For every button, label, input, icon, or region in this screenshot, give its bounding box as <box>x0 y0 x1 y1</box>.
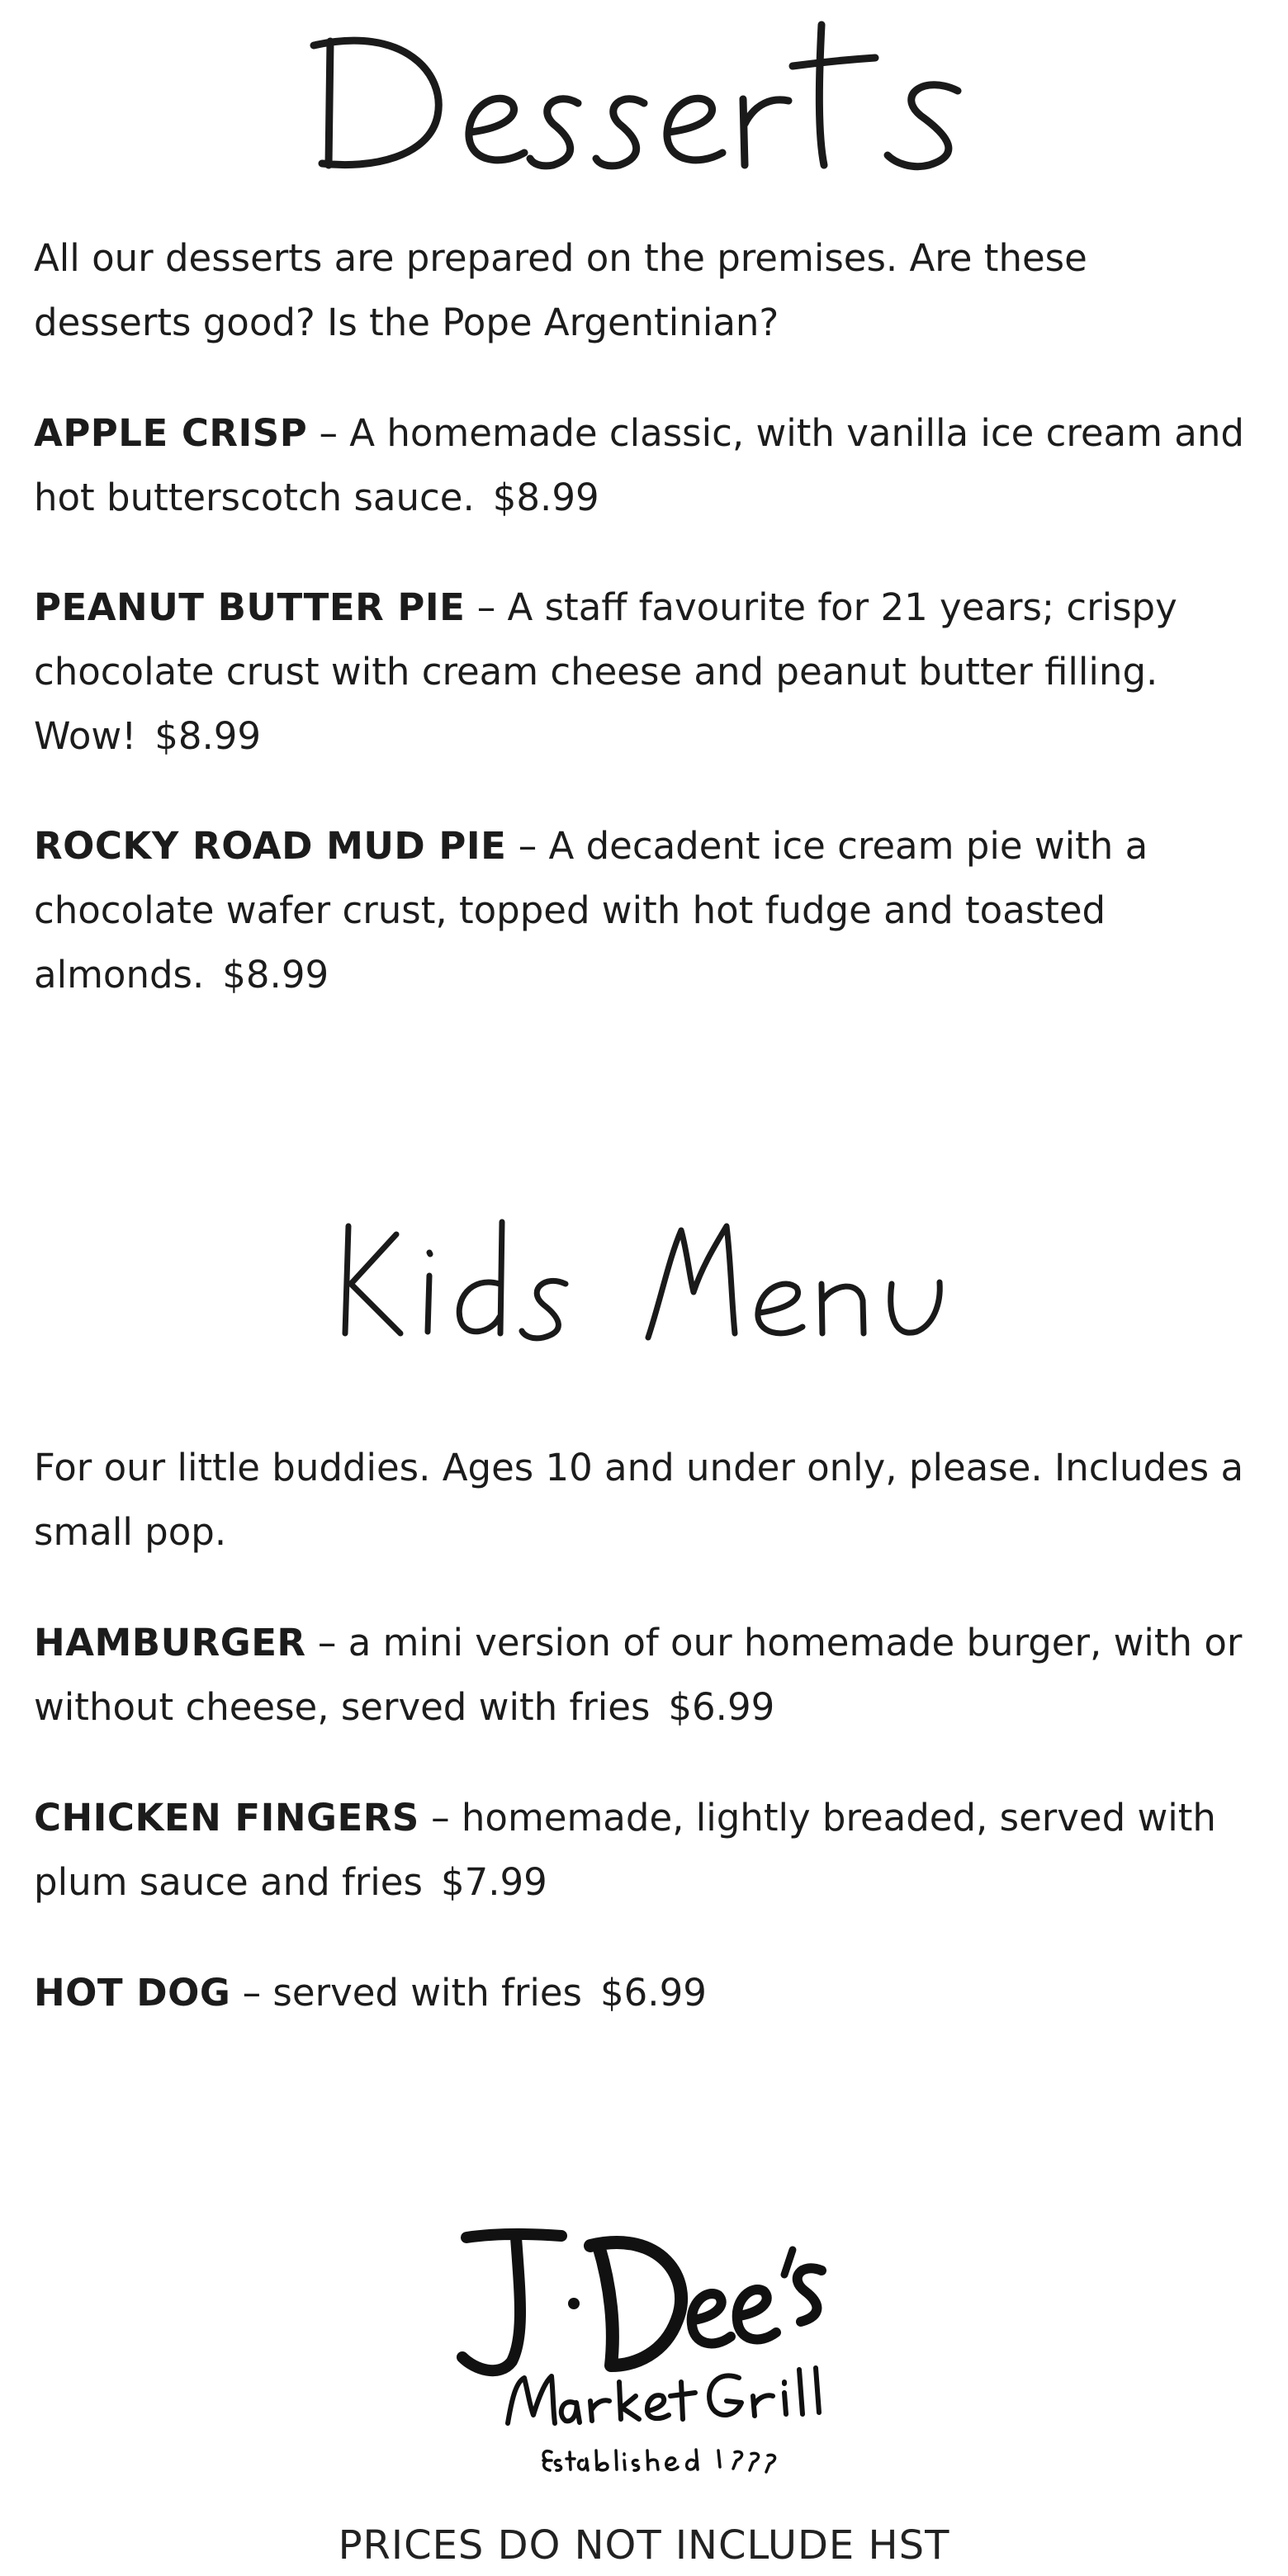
dessert-item-rocky-road-mud-pie <box>34 814 1256 1007</box>
kids-intro: For our little buddies. Ages 10 and under only, please. Includes a small pop. <box>34 1446 1244 1554</box>
dessert-item-desc: – A decadent ice cream pie with a chocolate wafer crust, topped with hot fudge and toasted almonds. <box>34 824 1148 997</box>
dessert-item-price: $8.99 <box>222 953 329 997</box>
desserts-title <box>0 8 1288 182</box>
kids-item-price: $6.99 <box>668 1685 775 1729</box>
dessert-item-name: PEANUT BUTTER PIE <box>34 585 466 629</box>
kids-menu-title-handwriting <box>330 1201 958 1350</box>
jdees-logo-handwriting <box>446 2213 842 2485</box>
dessert-item-desc: – A homemade classic, with vanilla ice cream and hot butterscotch sauce. <box>34 411 1244 519</box>
kids-item-desc: – a mini version of our homemade burger, with or without cheese, served with fries <box>34 1621 1243 1729</box>
kids-item-price: $7.99 <box>440 1860 547 1904</box>
dessert-item-apple-crisp <box>34 401 1256 530</box>
kids-item-price: $6.99 <box>600 1971 707 2015</box>
desserts-intro: All our desserts are prepared on the premises. Are these desserts good? Is the Pope Argentinian? <box>34 236 1087 344</box>
dessert-item-desc: – A staff favourite for 21 years; crispy chocolate crust with cream cheese and peanut butter filling. Wow! <box>34 585 1177 758</box>
dessert-item-name: APPLE CRISP <box>34 411 308 455</box>
restaurant-logo <box>446 2213 842 2485</box>
kids-item-name: CHICKEN FINGERS <box>34 1796 419 1840</box>
kids-menu-title <box>0 1201 1288 1366</box>
dessert-item-name: ROCKY ROAD MUD PIE <box>34 824 507 868</box>
kids-item-name: HOT DOG <box>34 1971 231 2015</box>
kids-item-desc: – served with fries <box>230 1971 583 2015</box>
desserts-title-handwriting <box>305 8 983 173</box>
kids-item-hot-dog <box>34 1961 1256 2025</box>
prices-note: PRICES DO NOT INCLUDE HST <box>338 2522 950 2569</box>
kids-item-chicken-fingers <box>34 1786 1256 1915</box>
dessert-item-price: $8.99 <box>154 714 262 758</box>
kids-item-hamburger <box>34 1611 1256 1740</box>
dessert-item-peanut-butter-pie <box>34 575 1256 769</box>
kids-item-desc: – homemade, lightly breaded, served with plum sauce and fries <box>34 1796 1216 1904</box>
dessert-item-price: $8.99 <box>492 476 599 519</box>
kids-item-name: HAMBURGER <box>34 1621 306 1664</box>
